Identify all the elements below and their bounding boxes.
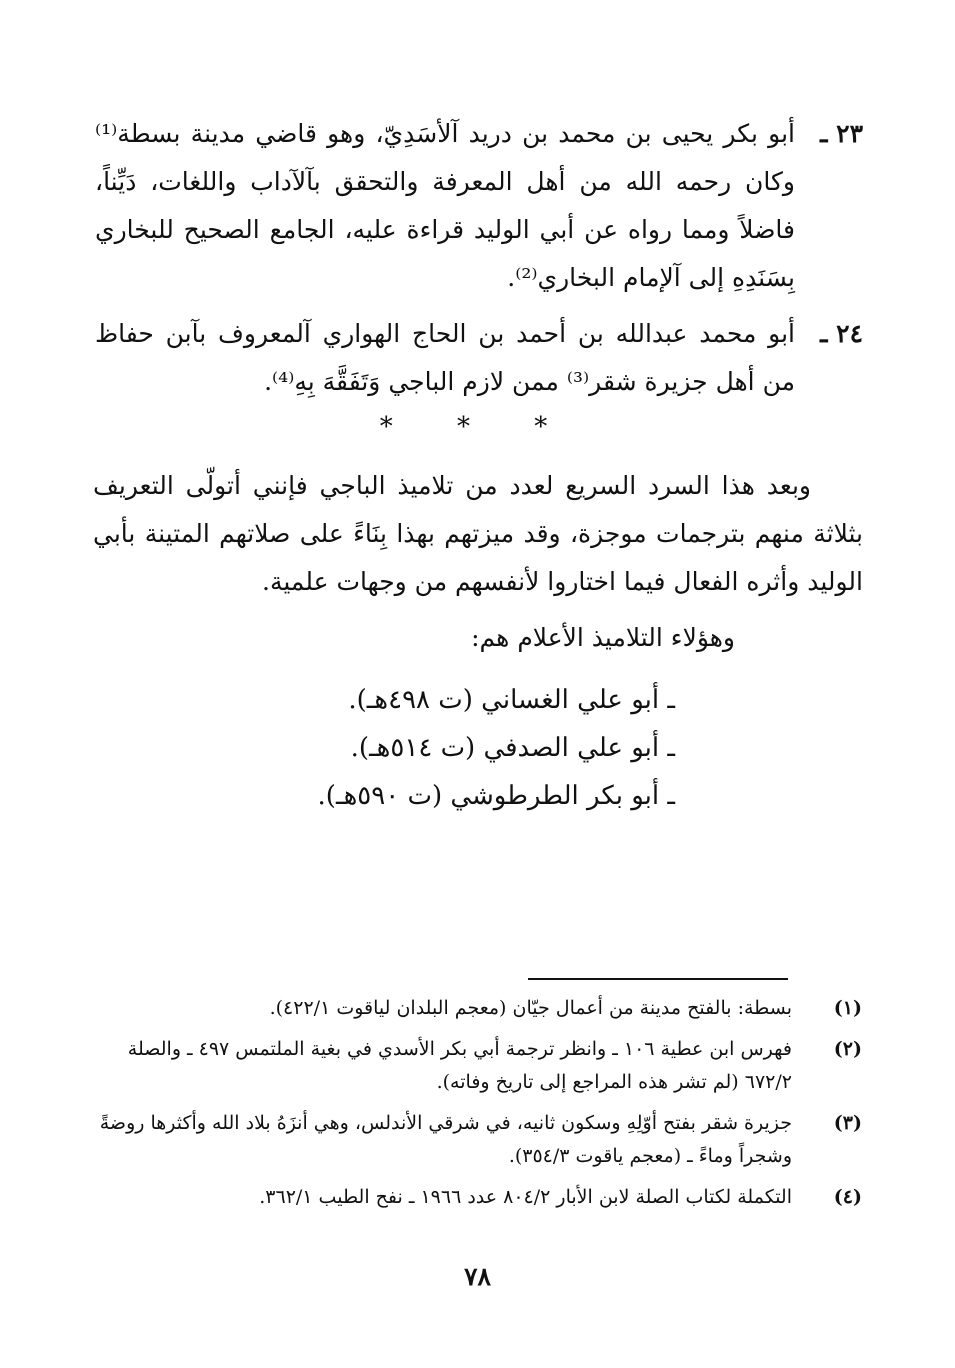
entry-number: ٢٣ ـ: [820, 119, 863, 148]
students-list: [275, 676, 675, 820]
list-item: ـ أبو علي الصدفي (ت ٥١٤هـ).: [350, 733, 675, 763]
footnotes: [92, 992, 862, 1222]
footnote-text: فهرس ابن عطية ١٠٦ ـ وانظر ترجمة أبي بكر الأسدي في بغية الملتمس ٤٩٧ ـ والصلة ٦٧٢/٢ (لم تشر هذه المراجع إلى تاريخ وفاته).: [127, 1038, 792, 1093]
footnote-text: بسطة: بالفتح مدينة من أعمال جيّان (معجم البلدان لياقوت ٤٢٢/١).: [269, 997, 792, 1019]
biography-entry-23: [95, 110, 863, 302]
footnote-text: جزيرة شقر بفتح أوّلِهِ وسكون ثانيه، في شرقي الأندلس، وهي أنزَهُ بلاد الله وأكثرها روضةً وشجراً وماءً ـ (معجم ياقوت ٣٥٤/٣).: [99, 1112, 792, 1167]
footnote-text: التكملة لكتاب الصلة لابن الأبار ٨٠٤/٢ عدد ١٩٦٦ ـ نفح الطيب ٣٦٢/١.: [259, 1186, 792, 1208]
footnote-number: (٣): [833, 1112, 862, 1134]
footnote-3: [92, 1107, 862, 1173]
intro-paragraph: وبعد هذا السرد السريع لعدد من تلاميذ الباجي فإنني أتولّى التعريف بثلاثة منهم بترجمات موجزة، وقد ميزتهم بهذا بِنَاءً على صلاتهم المتينة بأبي الوليد وأثره الفعال فيما اختاروا لأنفسهم من وجهات علمية.: [93, 471, 863, 596]
footnote-number: (٢): [833, 1038, 862, 1060]
footnote-4: [92, 1181, 862, 1214]
footnote-1: [92, 992, 862, 1025]
footnote-number: (٤): [833, 1186, 862, 1208]
entry-number: ٢٤ ـ: [820, 319, 863, 348]
footnote-divider: [528, 978, 788, 980]
entry-text: أبو محمد عبدالله بن أحمد بن الحاج الهواري آلمعروف بآبن حفاظ من أهل جزيرة شقر⁽³⁾ ممن لازم الباجي وَتَفَقَّهَ بِهِ⁽⁴⁾.: [95, 319, 795, 396]
list-item: ـ أبو علي الغساني (ت ٤٩٨هـ).: [348, 685, 675, 715]
students-lead-line: وهؤلاء التلاميذ الأعلام هم:: [471, 623, 735, 652]
list-item: ـ أبو بكر الطرطوشي (ت ٥٩٠هـ).: [317, 781, 675, 811]
page-number: ٧٨: [464, 1262, 491, 1291]
footnote-2: [92, 1033, 862, 1099]
section-separator: * * *: [379, 412, 576, 442]
biography-entry-24: [95, 310, 863, 406]
footnote-number: (١): [833, 997, 862, 1019]
entry-text: أبو بكر يحيى بن محمد بن دريد آلأسَدِيّ، وهو قاضي مدينة بسطة⁽¹⁾ وكان رحمه الله من أهل المعرفة والتحقق بآلآداب واللغات، دَيِّناً، فاضلاً ومما رواه عن أبي الوليد قراءة عليه، الجامع الصحيح للبخاري بِسَنَدِهِ إلى آلإمام البخاري⁽²⁾.: [95, 119, 795, 292]
